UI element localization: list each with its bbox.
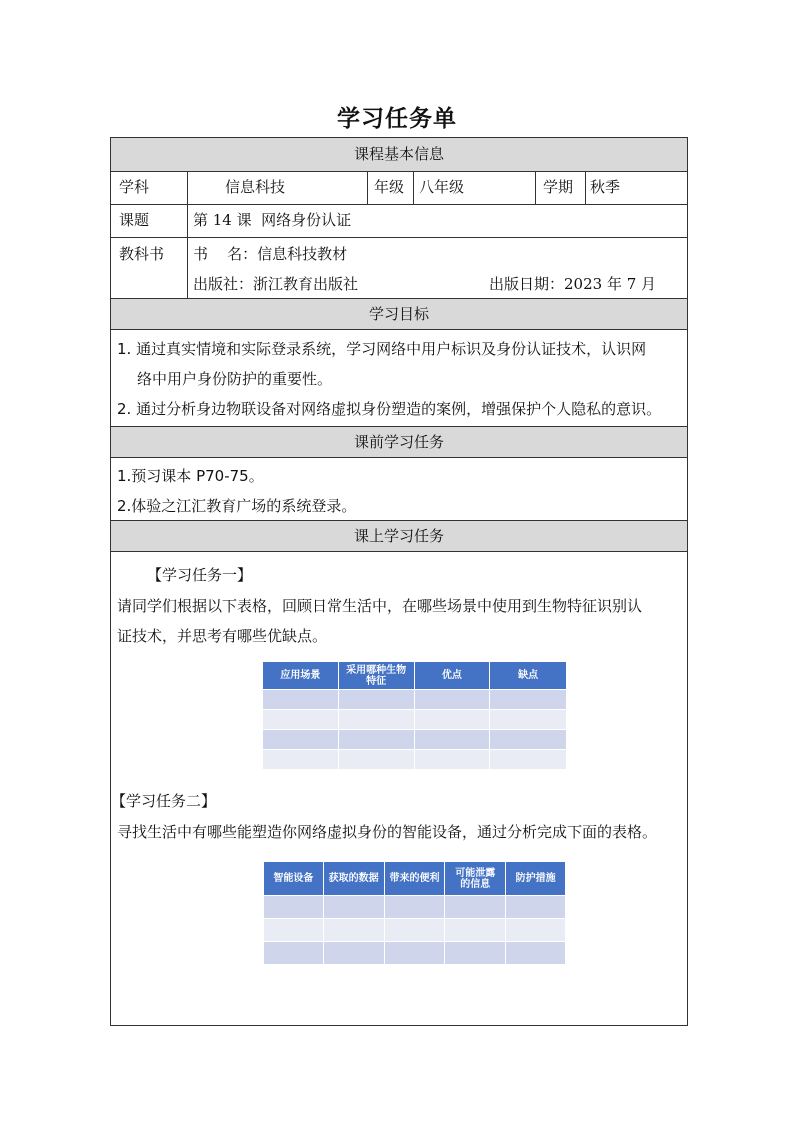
goal-2: 2. 通过分析身边物联设备对网络虚拟身份塑造的案例，增强保护个人隐私的意识。: [117, 400, 662, 418]
task-1-line-2: 证技术，并思考有哪些优缺点。: [117, 627, 328, 645]
section-pre-tasks: 课前学习任务: [111, 427, 687, 457]
goal-1-line-2: 络中用户身份防护的重要性。: [137, 370, 333, 388]
task-2-line-1: 寻找生活中有哪些能塑造你网络虚拟身份的智能设备，通过分析完成下面的表格。: [117, 823, 658, 841]
task-2-col-leak-info: 可能泄露的信息: [445, 862, 506, 896]
pre-task-2: 2.体验之江汇教育广场的系统登录。: [117, 497, 357, 515]
subject-label: 学科: [119, 178, 150, 196]
task-1-line-1: 请同学们根据以下表格，回顾日常生活中，在哪些场景中使用到生物特征识别认: [117, 597, 643, 615]
table-row: [263, 730, 567, 750]
subject-value: 信息科技: [225, 178, 286, 196]
task-2-heading: 【学习任务二】: [111, 792, 217, 810]
section-goals: 学习目标: [111, 299, 687, 329]
task-2-col-protection: 防护措施: [506, 862, 566, 896]
task-2-col-data: 获取的数据: [323, 862, 384, 896]
term-label: 学期: [543, 178, 574, 196]
section-in-class-tasks: 课上学习任务: [111, 521, 687, 551]
topic-value: 第 14 课 网络身份认证: [193, 211, 352, 229]
grade-label: 年级: [374, 178, 405, 196]
goal-1-line-1: 1. 通过真实情境和实际登录系统，学习网络中用户标识及身份认证技术，认识网: [117, 340, 647, 358]
task-1-col-pros: 优点: [414, 662, 490, 690]
term-value: 秋季: [590, 178, 621, 196]
table-row: [264, 942, 566, 965]
table-row: [263, 690, 567, 710]
table-row: [263, 710, 567, 730]
task-1-col-scene: 应用场景: [263, 662, 339, 690]
section-basic-info: 课程基本信息: [111, 138, 687, 171]
task-1-heading: 【学习任务一】: [147, 566, 253, 584]
table-row: [263, 750, 567, 770]
task-2-col-device: 智能设备: [264, 862, 324, 896]
table-row: [264, 919, 566, 942]
task-1-col-biometric: 采用哪种生物特征: [338, 662, 414, 690]
publisher: 出版社：浙江教育出版社: [193, 275, 359, 293]
textbook-label: 教科书: [119, 245, 165, 263]
pre-task-1: 1.预习课本 P70-75。: [117, 467, 264, 485]
task-2-col-convenience: 带来的便利: [384, 862, 445, 896]
topic-label: 课题: [119, 211, 150, 229]
book-name: 书 名：信息科技教材: [193, 245, 348, 263]
publish-date: 出版日期：2023 年 7 月: [489, 275, 657, 293]
grade-value: 八年级: [419, 178, 465, 196]
task-sheet-table: [110, 137, 688, 1026]
page-title: 学习任务单: [337, 106, 457, 132]
task-2-table: [263, 861, 566, 965]
table-row: [264, 896, 566, 919]
task-1-col-cons: 缺点: [490, 662, 567, 690]
task-1-table: [262, 661, 567, 770]
